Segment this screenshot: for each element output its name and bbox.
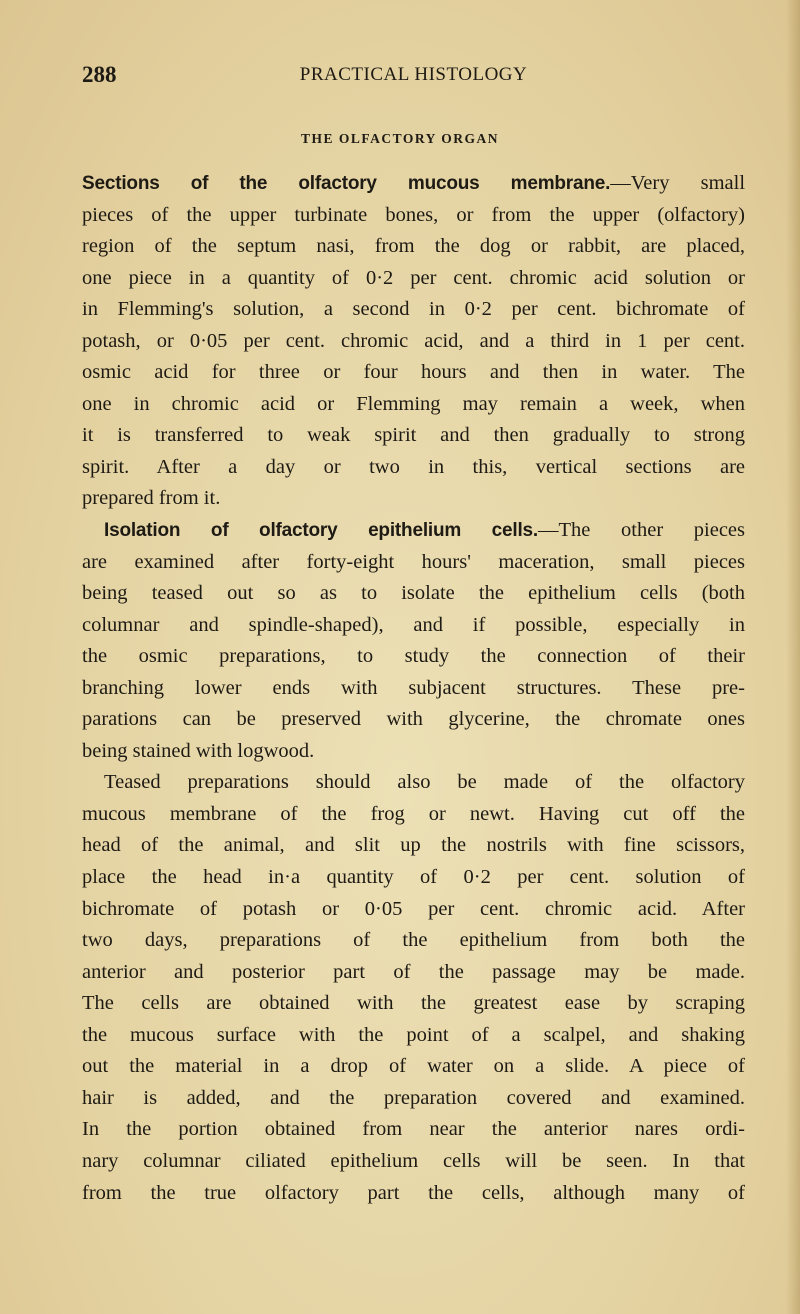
text-line xyxy=(82,1146,745,1178)
text-line xyxy=(82,957,745,989)
line-text: potash, or 0·05 per cent. chromic acid, and a third in 1 per cent. xyxy=(82,329,745,352)
line-text: osmic acid for three or four hours and then in water. The xyxy=(82,361,745,384)
line-text: The cells are obtained with the greatest ease by scraping xyxy=(82,992,745,1015)
text-line xyxy=(82,547,745,579)
running-title: PRACTICAL HISTOLOGY xyxy=(299,64,528,85)
line-text: bichromate of potash or 0·05 per cent. chromic acid. After xyxy=(82,897,745,920)
text-line xyxy=(82,515,745,547)
text-line xyxy=(82,168,745,200)
text-line xyxy=(82,263,745,295)
text-line xyxy=(82,200,745,232)
text-line xyxy=(82,326,745,358)
line-text: are examined after forty-eight hours' maceration, small pieces xyxy=(82,550,745,573)
line-text: Teased preparations should also be made of the olfactory xyxy=(104,771,745,794)
line-text: one in chromic acid or Flemming may remain a week, when xyxy=(82,392,745,415)
text-line xyxy=(82,1051,745,1083)
text-line xyxy=(82,483,745,515)
line-text: two days, preparations of the epithelium from both the xyxy=(82,929,745,952)
text-line xyxy=(82,894,745,926)
line-text: being teased out so as to isolate the epithelium cells (both xyxy=(82,582,745,605)
text-line xyxy=(82,673,745,705)
line-text: nary columnar ciliated epithelium cells will be seen. In that xyxy=(82,1149,745,1172)
line-text: in Flemming's solution, a second in 0·2 per cent. bichromate of xyxy=(82,298,745,321)
text-line xyxy=(82,799,745,831)
text-line xyxy=(82,862,745,894)
text-line xyxy=(82,704,745,736)
page-number: 288 xyxy=(82,62,117,87)
line-text: it is transferred to weak spirit and then gradually to strong xyxy=(82,424,745,447)
line-text: the mucous surface with the point of a scalpel, and shaking xyxy=(82,1023,745,1046)
line-text: prepared from it. xyxy=(82,487,221,510)
run-in-heading: Isolation of olfactory epithelium cells. xyxy=(104,520,539,542)
running-header xyxy=(82,62,745,92)
section-title: THE OLFACTORY ORGAN xyxy=(300,131,500,146)
line-text: parations can be preserved with glycerine, the chromate ones xyxy=(82,708,745,731)
text-line xyxy=(82,357,745,389)
line-text: pieces of the upper turbinate bones, or from the upper (olfactory) xyxy=(82,203,745,226)
line-text: from the true olfactory part the cells, although many of xyxy=(82,1181,745,1204)
text-line xyxy=(82,830,745,862)
line-text: one piece in a quantity of 0·2 per cent. chromic acid solution or xyxy=(82,266,745,289)
text-line xyxy=(82,294,745,326)
body-text xyxy=(82,168,745,1209)
line-text: place the head in·a quantity of 0·2 per cent. solution of xyxy=(82,866,745,889)
text-line xyxy=(82,1114,745,1146)
line-text: branching lower ends with subjacent structures. These pre- xyxy=(82,676,745,699)
line-text: —Very small xyxy=(610,172,745,194)
line-text: In the portion obtained from near the anterior nares ordi- xyxy=(82,1118,745,1141)
run-in-heading: Sections of the olfactory mucous membrane. xyxy=(82,173,611,194)
text-line xyxy=(82,420,745,452)
text-line xyxy=(82,767,745,799)
line-text: the osmic preparations, to study the connection of their xyxy=(82,645,745,668)
text-line xyxy=(82,988,745,1020)
text-line xyxy=(82,1020,745,1052)
text-line xyxy=(82,610,745,642)
text-line xyxy=(82,452,745,484)
line-text: being stained with logwood. xyxy=(82,739,315,762)
text-line xyxy=(82,641,745,673)
line-text: anterior and posterior part of the passage may be made. xyxy=(82,960,745,983)
text-line xyxy=(82,1083,745,1115)
line-text: out the material in a drop of water on a slide. A piece of xyxy=(82,1055,745,1078)
line-text: head of the animal, and slit up the nostrils with fine scissors, xyxy=(82,834,745,857)
page-edge-shadow xyxy=(786,0,800,1314)
line-text: hair is added, and the preparation covered and examined. xyxy=(82,1086,745,1109)
line-text: region of the septum nasi, from the dog or rabbit, are placed, xyxy=(82,235,745,258)
text-line xyxy=(82,389,745,421)
line-text: mucous membrane of the frog or newt. Having cut off the xyxy=(82,802,745,825)
text-line xyxy=(82,231,745,263)
text-line xyxy=(82,925,745,957)
text-line xyxy=(82,578,745,610)
line-text: columnar and spindle-shaped), and if possible, especially in xyxy=(82,613,745,636)
text-line xyxy=(82,736,745,768)
line-text: spirit. After a day or two in this, vertical sections are xyxy=(82,455,745,478)
line-text: —The other pieces xyxy=(538,519,745,542)
text-line xyxy=(82,1178,745,1210)
